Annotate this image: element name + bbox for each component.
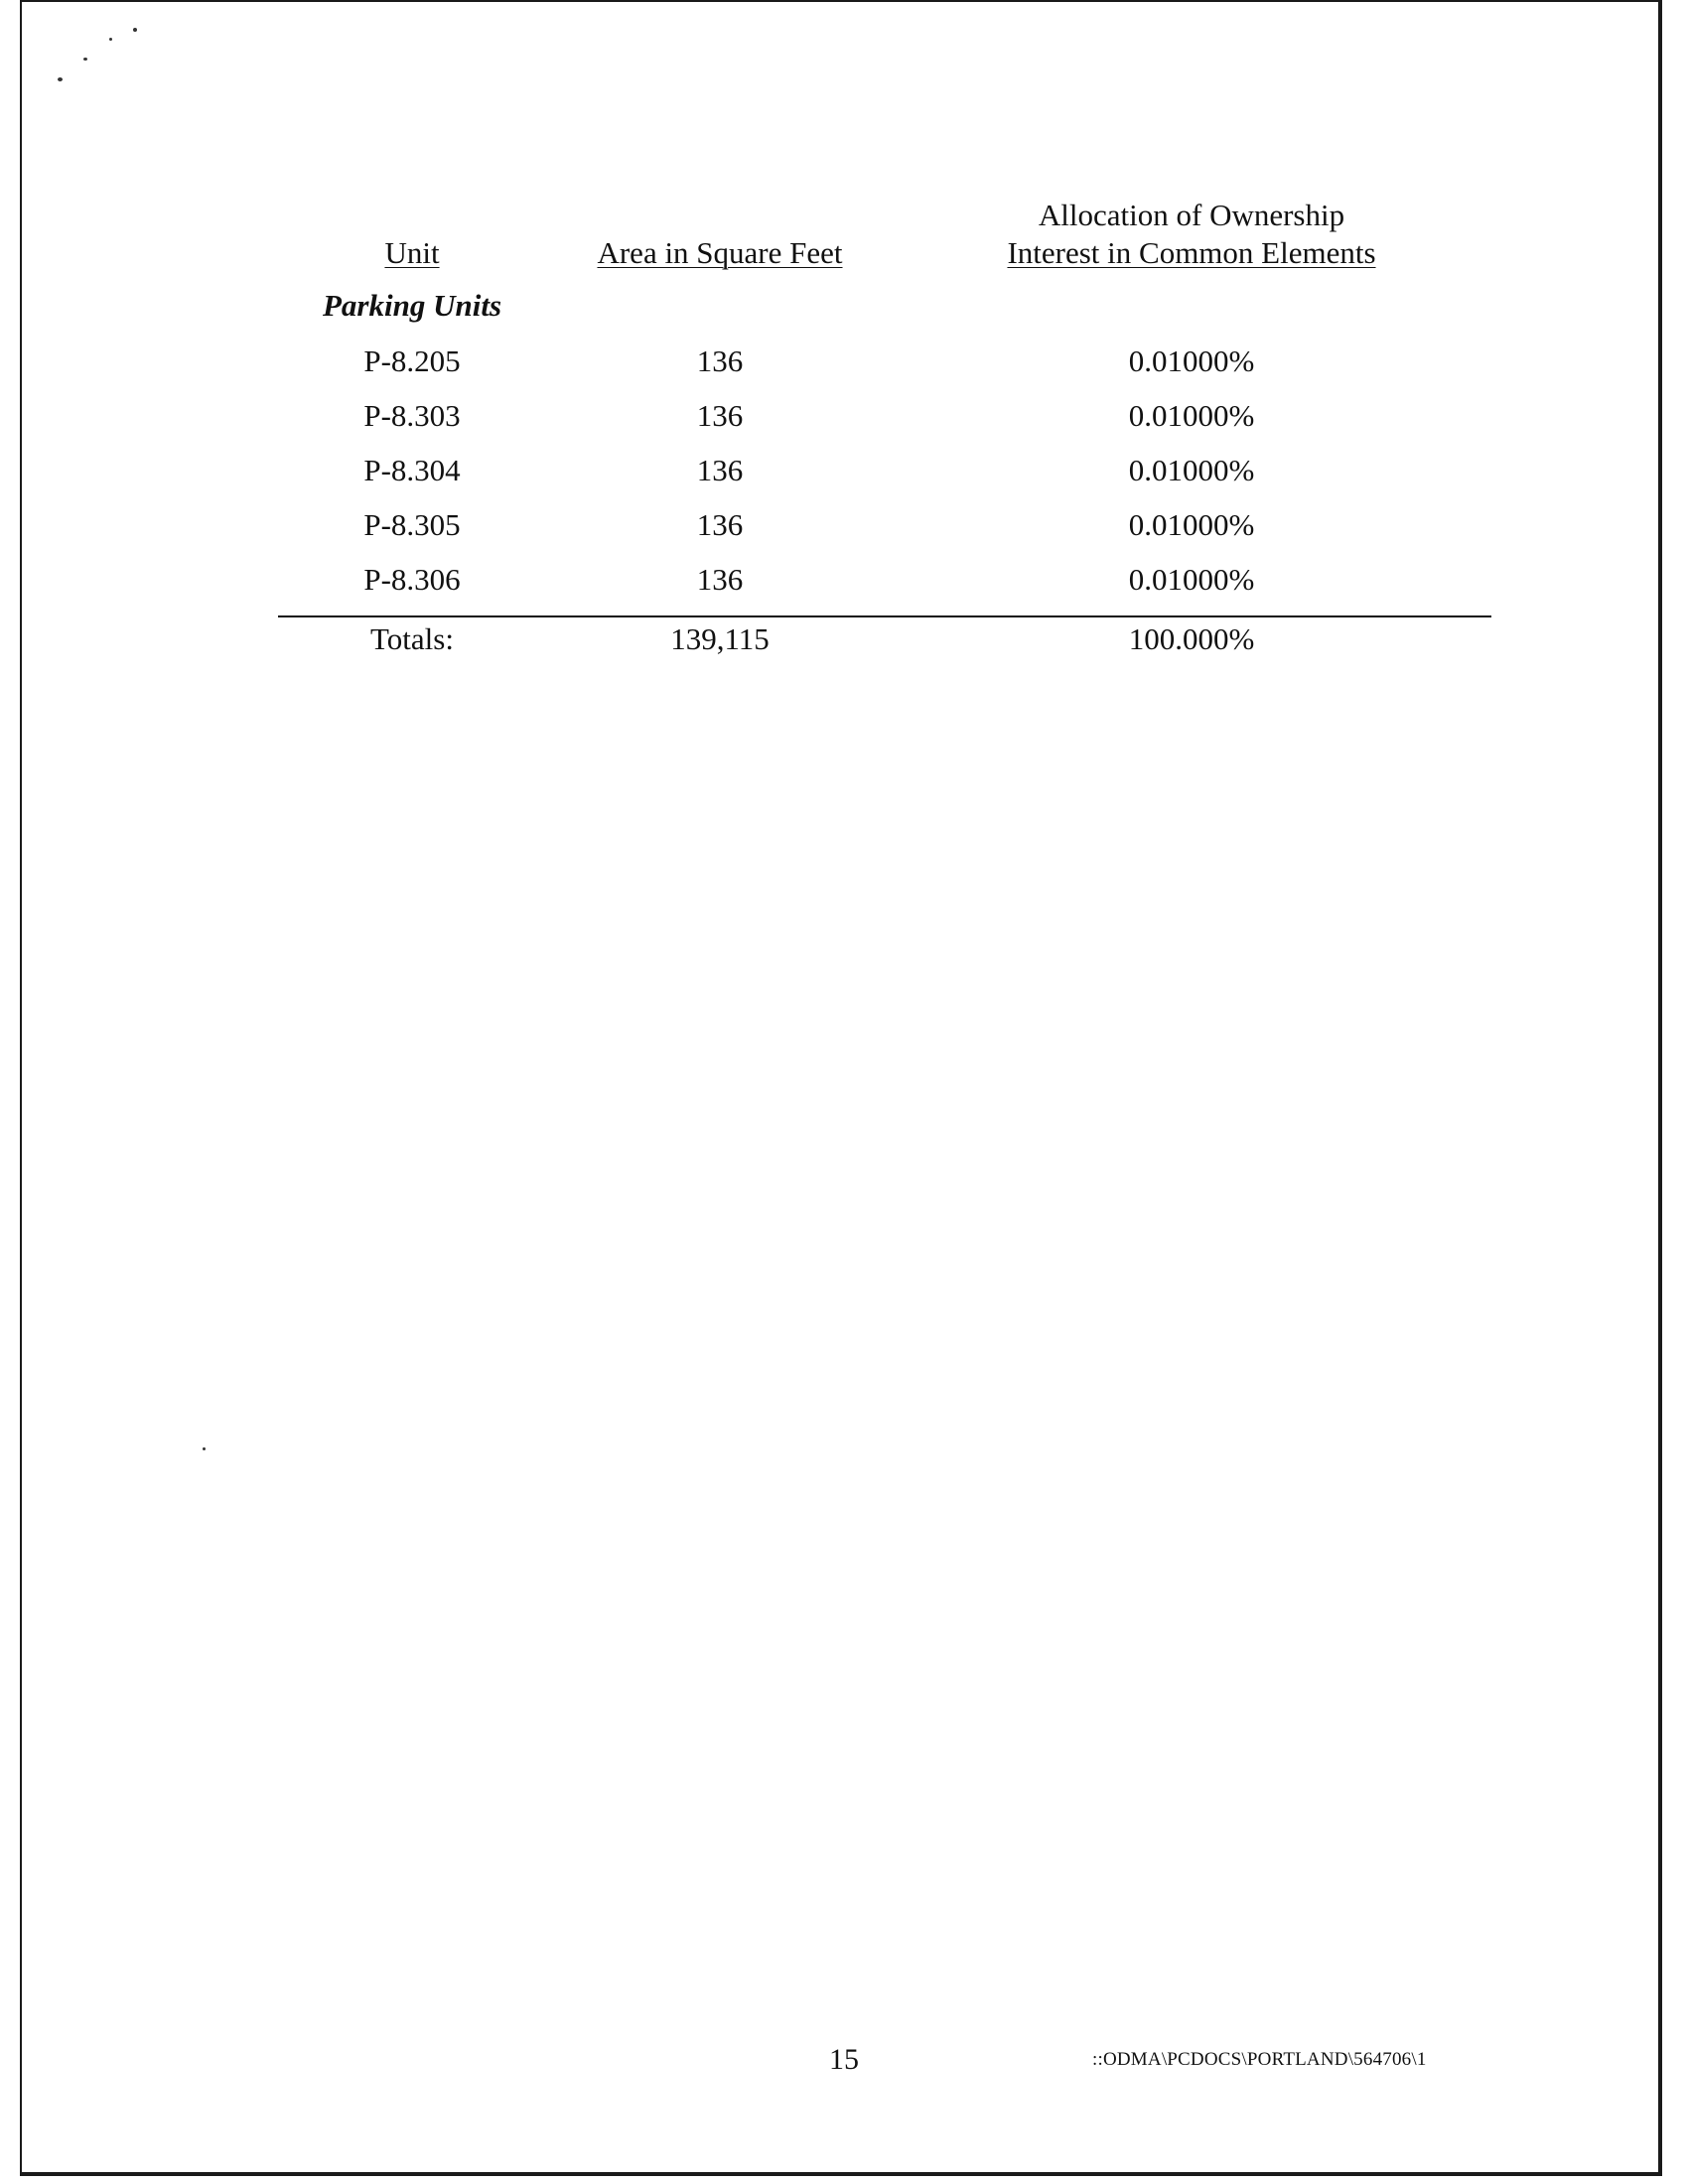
- header-area: [561, 234, 879, 272]
- cell-allocation: 0.01000%: [1128, 398, 1255, 433]
- table-row: [0, 451, 1688, 490]
- cell-allocation: 0.01000%: [1128, 343, 1255, 378]
- cell-area: 136: [696, 343, 744, 378]
- totals-allocation: 100.000%: [1128, 621, 1255, 656]
- cell-unit: P-8.304: [363, 453, 461, 487]
- totals-row: [0, 619, 1688, 659]
- cell-allocation: 0.01000%: [1128, 507, 1255, 542]
- totals-label: Totals:: [370, 621, 454, 656]
- scan-speck: [203, 1447, 206, 1450]
- cell-unit: P-8.205: [363, 343, 461, 378]
- scan-speck: [58, 77, 63, 81]
- page-number: 15: [829, 2043, 859, 2076]
- page-frame: [20, 0, 1662, 2176]
- scan-speck: [83, 58, 87, 61]
- cell-area: 136: [696, 453, 744, 487]
- cell-unit: P-8.306: [363, 562, 461, 597]
- table-row: [0, 341, 1688, 381]
- cell-unit: P-8.303: [363, 398, 461, 433]
- header-unit-label: Unit: [384, 235, 440, 270]
- cell-area: 136: [696, 507, 744, 542]
- table-row: [0, 396, 1688, 436]
- section-label-parking-units: Parking Units: [322, 288, 502, 323]
- cell-area: 136: [696, 398, 744, 433]
- header-allocation-line2: Interest in Common Elements: [1007, 235, 1376, 270]
- document-reference: ::ODMA\PCDOCS\PORTLAND\564706\1: [1092, 2049, 1427, 2070]
- table-row: [0, 505, 1688, 545]
- header-unit: [258, 234, 566, 272]
- totals-area: 139,115: [670, 621, 770, 656]
- header-area-label: Area in Square Feet: [597, 235, 843, 270]
- table-row: [0, 560, 1688, 600]
- totals-divider: [278, 615, 1491, 617]
- scan-speck: [133, 28, 137, 32]
- header-allocation-line1: Allocation of Ownership: [1038, 198, 1345, 232]
- cell-allocation: 0.01000%: [1128, 562, 1255, 597]
- cell-allocation: 0.01000%: [1128, 453, 1255, 487]
- cell-unit: P-8.305: [363, 507, 461, 542]
- scan-speck: [109, 38, 112, 41]
- header-allocation: [953, 197, 1430, 272]
- cell-area: 136: [696, 562, 744, 597]
